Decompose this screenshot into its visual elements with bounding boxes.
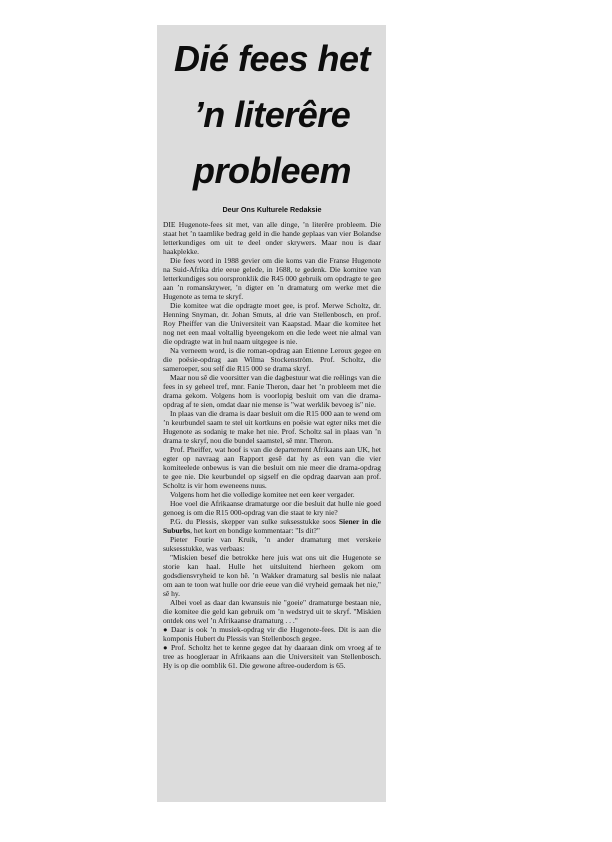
headline-line-2: ’n literêre <box>193 94 351 135</box>
bullet-icon: ● <box>163 625 168 634</box>
paragraph-3: Die komitee wat die opdragte moet gee, is prof. Merwe Scholtz, dr. Henning Snyman, dr. Johan Smuts, al drie van Stellenbosch, en prof. Roy Pheiffer van die Universiteit van Kaapstad. Maar die komitee het nog net een maal voltallig byeengekom en die lede weet nie almal van die opdragte wat in hul naam uitgegee is nie. <box>163 301 381 346</box>
headline <box>163 31 381 199</box>
bullet-note-2-text: Prof. Scholtz het te kenne gegee dat hy daaraan dink om vroeg af te tree as hoogleraar in Afrikaans aan die Universiteit van Stellenbosch. Hy is op die oomblik 61. Die gewone aftree-ouderdom is 65. <box>163 643 381 670</box>
paragraph-4: Na verneem word, is die roman-opdrag aan Etienne Leroux gegee en die poësie-opdrag aan Wilma Stockenström. Prof. Scholtz, die sameroeper, sou self die R15 000 se drama skryf. <box>163 346 381 373</box>
paragraph-6: In plaas van die drama is daar besluit om die R15 000 aan te wend om ’n keurbundel saam te stel uit kortkuns en poësie wat egter niks met die Hugenote as sodanig te make het nie. Prof. Scholtz sal in plaas van ’n drama te skryf, nou die bundel saamstel, sê mnr. Theron. <box>163 409 381 445</box>
byline: Deur Ons Kulturele Redaksie <box>222 205 322 214</box>
paragraph-2: Die fees word in 1988 gevier om die koms van die Franse Hugenote na Suid-Afrika drie eeue gelede, in 1688, te gedenk. Die komitee van letterkundiges sou oorspronklik die R45 000 gebruik om opdragte te gee aan ’n romanskrywer, ’n digter en ’n dramaturg om werke met die Hugenote as tema te skryf. <box>163 256 381 301</box>
du-plessis-intro: P.G. du Plessis, skepper van sulke suksesstukke soos <box>170 517 339 526</box>
paragraph-8: Volgens hom het die volledige komitee net een keer vergader. <box>170 490 355 499</box>
headline-line-1: Dié fees het <box>173 38 371 79</box>
paragraph-7: Prof. Pheiffer, wat hoof is van die departement Afrikaans aan UK, het egter op navraag aan Rapport gesê dat hy as een van die vier komiteelede onbewus is van die besluit om nie meer die drama-opdrag te gee nie. Die keurbundel op sigself en die opdrag daarvan aan prof. Scholtz is vir hom eweneens nuus. <box>163 445 381 490</box>
du-plessis-comment: , het kort en bondige kommentaar: "Is dit?" <box>190 526 320 535</box>
newspaper-clipping <box>157 25 386 802</box>
headline-line-3: probleem <box>192 150 352 191</box>
paragraph-1: DIE Hugenote-fees sit met, van alle dinge, ’n literêre probleem. Die staat het ’n taamlike bedrag geld in die hande geplaas van vier Bolandse letterkundiges om uit te deel onder skrywers. Maar nou is daar haakplekke. <box>163 220 381 256</box>
bullet-note-1-text: Daar is ook ’n musiek-opdrag vir die Hugenote-fees. Dit is aan die komponis Hubert du Plessis van Stellenbosch gegee. <box>163 625 381 643</box>
paragraph-5: Maar nou sê die voorsitter van die dagbestuur wat die reëlings van die fees in sy geheel tref, mnr. Fanie Theron, daar het ’n probleem met die drama gekom. Volgens hom is voorlopig besluit om van die drama-opdrag af te sien, omdat daar nie mense is "wat werklik bevoeg is" nie. <box>163 373 381 409</box>
bullet-note-2 <box>163 643 381 670</box>
bullet-icon: ● <box>163 643 168 652</box>
paragraph-10: Pieter Fourie van Kruik, ’n ander dramaturg met verskeie suksesstukke, was verbaas: <box>163 535 381 553</box>
paragraph-12: Albei voel as daar dan kwansuis nie "goeie" dramaturge bestaan nie, die komitee die geld kan gebruik om ’n wedstryd uit te skryf. "Miskien ontdek ons wel ’n Afrikaanse dramaturg . . ." <box>163 598 381 625</box>
article-body <box>163 220 381 670</box>
paragraph-11: "Miskien besef die betrokke here juis wat ons uit die Hugenote se storie kan haal. Hulle het uitsluitend hierheen gekom om godsdiensvryheid te kon hê. ’n Wakker dramaturg sal beslis nie nalaat om aan te toon wat hulle oor drie eeue van dié vryheid gemaak het nie," sê hy. <box>163 553 381 598</box>
paragraph-9: Hoe voel die Afrikaanse dramaturge oor die besluit dat hulle nie goed genoeg is om die R15 000-opdrag van die staat te kry nie? <box>163 499 381 517</box>
bullet-note-1 <box>163 625 381 643</box>
paragraph-du-plessis <box>163 517 381 535</box>
play-title: Siener in die Suburbs <box>163 517 381 535</box>
